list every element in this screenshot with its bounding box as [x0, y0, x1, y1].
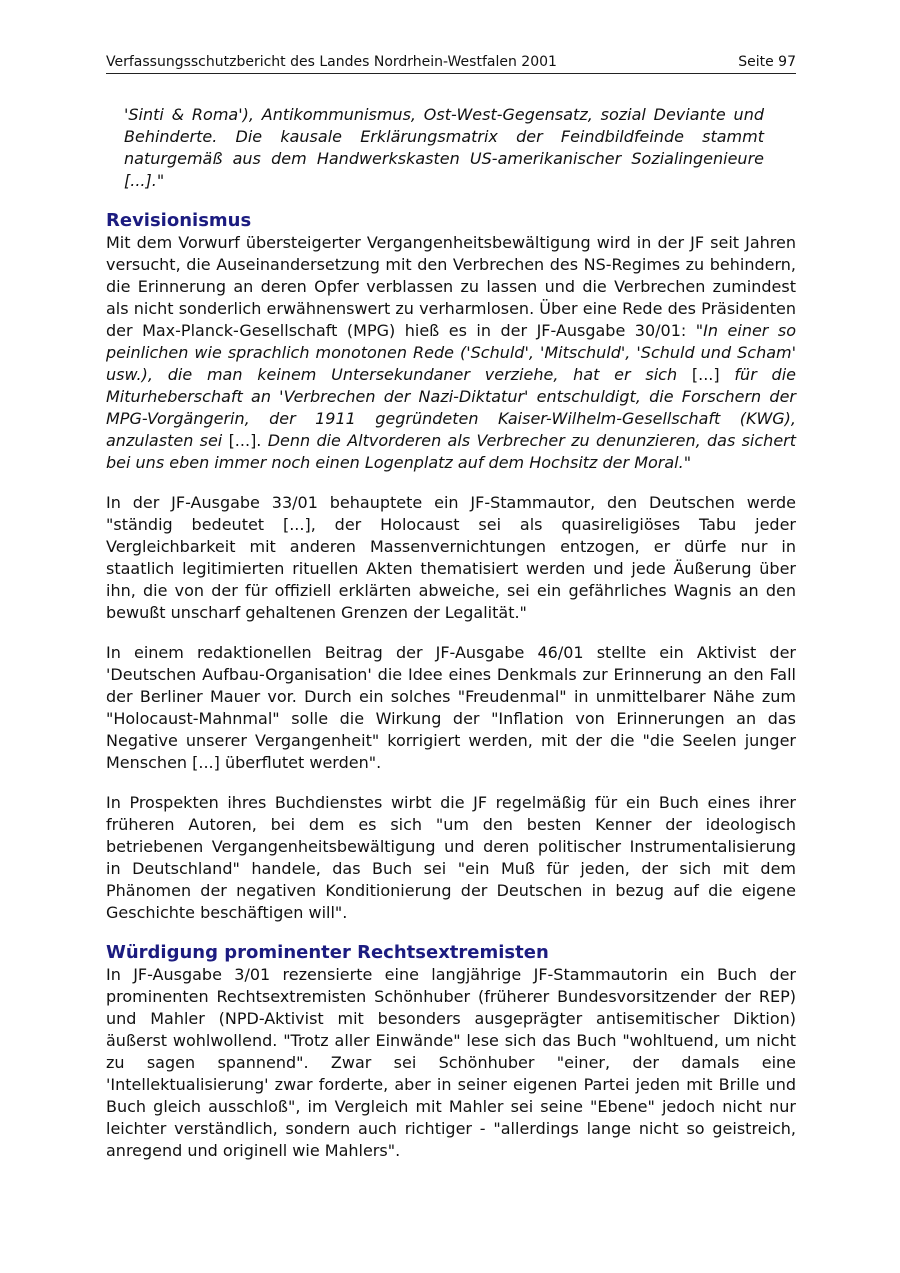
heading-wuerdigung: Würdigung prominenter Rechtsextremisten: [106, 942, 549, 963]
paragraph-revisionismus-1: Mit dem Vorwurf übersteigerter Vergangenheitsbewältigung wird in der JF seit Jahren versucht, die Auseinandersetzung mit den Verbrechen des NS-Regimes zu behindern, die Erinnerung an deren Opfer verblassen zu lassen und die Verbrechen zumindest als nicht sonderlich erwähnenswert zu verharmlosen. Über eine Rede des Präsidenten der Max-Planck-Gesellschaft (MPG) hieß es in der JF-Ausgabe 30/01: "In einer so peinlichen wie sprachlich monotonen Rede ('Schuld', 'Mitschuld', 'Schuld und Scham' usw.), die man keinem Untersekundaner verziehe, hat er sich [...] für die Miturheberschaft an 'Verbrechen der Nazi-Diktatur' entschuldigt, die Forschern der MPG-Vorgängerin, der 1911 gegründeten Kaiser-Wilhelm-Gesellschaft (KWG), anzulasten sei [...]. Denn die Altvorderen als Verbrecher zu denunzieren, das sichert bei uns eben immer noch einen Logenplatz auf dem Hochsitz der Moral.": [106, 233, 797, 472]
paragraph-revisionismus-3: In einem redaktionellen Beitrag der JF-Ausgabe 46/01 stellte ein Aktivist der 'Deutschen Aufbau-Organisation' die Idee eines Denkmals zur Erinnerung an den Fall der Berliner Mauer vor. Durch ein solches "Freudenmal" in unmittelbarer Nähe zum "Holocaust-Mahnmal" solle die Wirkung der "Inflation von Erinnerungen an das Negative unserer Vergangenheit" korrigiert werden, mit der die "die Seelen junger Menschen [...] überflutet werden".: [106, 643, 796, 772]
page-header: [106, 53, 796, 74]
page-content: [106, 104, 796, 1162]
heading-revisionismus: Revisionismus: [106, 210, 252, 231]
page-number: Seite 97: [738, 54, 796, 70]
continued-quote: 'Sinti & Roma'), Antikommunismus, Ost-West-Gegensatz, sozial Deviante und Behinderte. Die kausale Erklärungsmatrix der Feindbildfeinde stammt naturgemäß aus dem Handwerkskasten US-amerikanischer Sozialingenieure [...].": [124, 105, 764, 190]
paragraph-revisionismus-4: In Prospekten ihres Buchdienstes wirbt die JF regelmäßig für ein Buch eines ihrer früheren Autoren, bei dem es sich "um den besten Kenner der ideologisch betriebenen Vergangenheitsbewältigung und deren politischer Instrumentalisierung in Deutschland" handele, das Buch sei "ein Muß für jeden, der sich mit dem Phänomen der negativen Konditionierung der Deutschen in bezug auf die eigene Geschichte beschäftigen will".: [106, 793, 796, 922]
report-title: Verfassungsschutzbericht des Landes Nordrhein-Westfalen 2001: [106, 54, 557, 70]
paragraph-wuerdigung-1: In JF-Ausgabe 3/01 rezensierte eine langjährige JF-Stammautorin ein Buch der prominenten Rechtsextremisten Schönhuber (früherer Bundesvorsitzender der REP) und Mahler (NPD-Aktivist mit besonders ausgeprägter antisemitischer Diktion) äußerst wohlwollend. "Trotz aller Einwände" lese sich das Buch "wohltuend, um nicht zu sagen spannend". Zwar sei Schönhuber "einer, der damals eine 'Intellektualisierung' zwar forderte, aber in seiner eigenen Partei jeden mit Brille und Buch gleich ausschloß", im Vergleich mit Mahler sei seine "Ebene" jedoch nicht nur leichter verständlich, sondern auch richtiger - "allerdings lange nicht so geistreich, anregend und originell wie Mahlers".: [106, 965, 796, 1160]
paragraph-revisionismus-2: In der JF-Ausgabe 33/01 behauptete ein JF-Stammautor, den Deutschen werde "ständig bedeutet [...], der Holocaust sei als quasireligiöses Tabu jeder Vergleichbarkeit mit anderen Massenvernichtungen entzogen, er dürfe nur in staatlich legitimierten rituellen Akten thematisiert werden und jede Äußerung über ihn, die von der für offiziell erklärten abweiche, sei ein gefährliches Wagnis an den bewußt unscharf gehaltenen Grenzen der Legalität.": [106, 493, 796, 622]
